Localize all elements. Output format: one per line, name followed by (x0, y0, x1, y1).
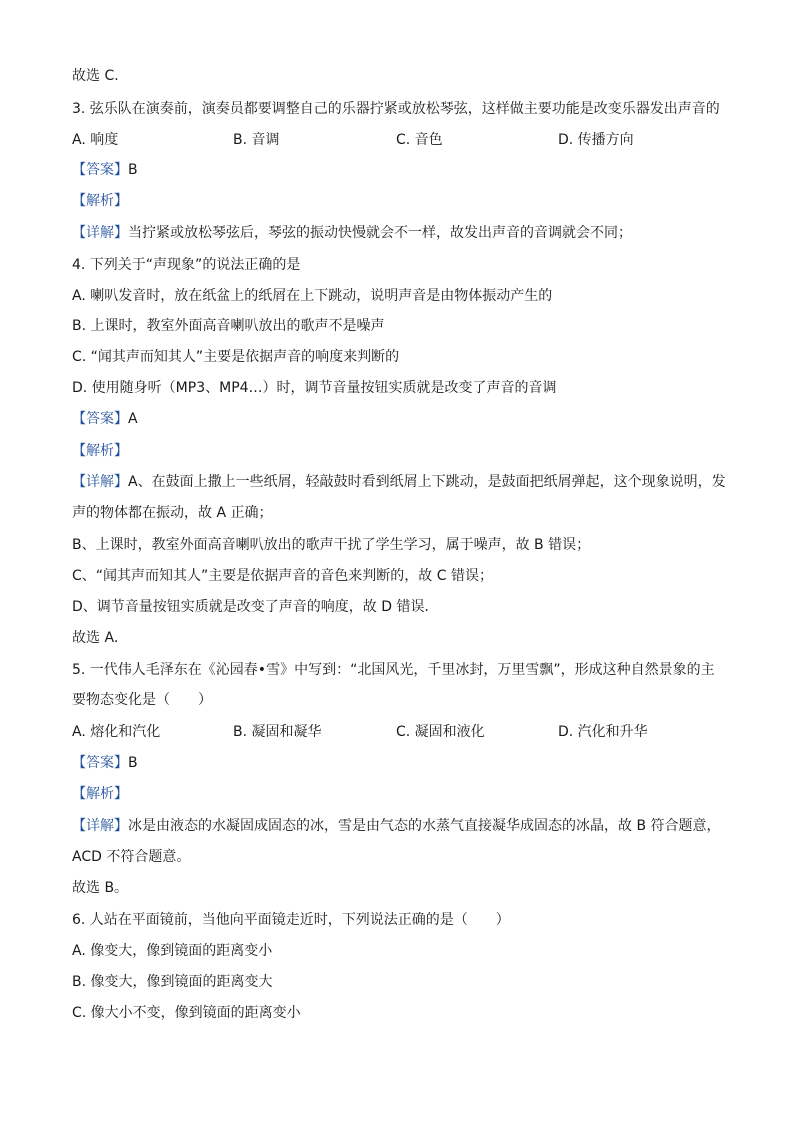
text-line: 声的物体都在振动，故 A 正确； (72, 505, 273, 521)
option-c: C. 像大小不变，像到镜面的距离变小 (72, 1005, 301, 1021)
detail-tag: 【详解】 (72, 225, 128, 241)
option-d: D. 汽化和升华 (558, 724, 648, 740)
answer-tag: 【答案】 (72, 411, 128, 427)
question-5-stem-cont: 要物态变化是（ ） (72, 692, 212, 708)
option-b: B. 凝固和凝华 (233, 724, 322, 740)
option-a: A. 喇叭发音时，放在纸盆上的纸屑在上下跳动，说明声音是由物体振动产生的 (72, 288, 553, 304)
answer-value: B (128, 755, 138, 771)
detail-tag: 【详解】 (72, 474, 128, 490)
analysis-line (72, 191, 128, 211)
detail-line (72, 816, 721, 836)
answer-line (72, 409, 138, 429)
option-c: C. 音色 (396, 132, 443, 148)
option-d: D. 使用随身听（MP3、MP4…）时，调节音量按钮实质就是改变了声音的音调 (72, 380, 557, 396)
answer-value: B (128, 162, 138, 178)
text-line: B、上课时，教室外面高音喇叭放出的歌声干扰了学生学习，属于噪声，故 B 错误； (72, 537, 591, 553)
option-c: C. “闻其声而知其人”主要是依据声音的响度来判断的 (72, 349, 400, 365)
answer-line (72, 753, 138, 773)
option-b: B. 像变大，像到镜面的距离变大 (72, 974, 273, 990)
detail-text: A、在鼓面上撒上一些纸屑，轻敲鼓时看到纸屑上下跳动，是鼓面把纸屑弹起，这个现象说明，发 (128, 474, 726, 490)
detail-tag: 【详解】 (72, 818, 128, 834)
analysis-tag: 【解析】 (72, 786, 128, 802)
detail-line (72, 472, 726, 492)
text-line: 故选 A． (72, 630, 129, 646)
answer-line (72, 160, 138, 180)
answer-value: A (128, 411, 138, 427)
text-line: ACD 不符合题意。 (72, 849, 191, 865)
answer-tag: 【答案】 (72, 162, 128, 178)
question-3-stem: 3. 弦乐队在演奏前，演奏员都要调整自己的乐器拧紧或放松琴弦，这样做主要功能是改变乐器发出声音的 (72, 101, 720, 117)
question-4-stem: 4. 下列关于“声现象”的说法正确的是 (72, 257, 301, 273)
option-d: D. 传播方向 (558, 132, 634, 148)
question-5-stem: 5. 一代伟人毛泽东在《沁园春•雪》中写到：“北国风光，千里冰封，万里雪飘”，形成这种自然景象的主 (72, 662, 715, 678)
text-line: 故选 B。 (72, 880, 129, 896)
detail-text: 当拧紧或放松琴弦后，琴弦的振动快慢就会不一样，故发出声音的音调就会不同； (128, 225, 632, 241)
option-a: A. 熔化和汽化 (72, 724, 161, 740)
option-b: B. 上课时，教室外面高音喇叭放出的歌声不是噪声 (72, 318, 385, 334)
option-a: A. 响度 (72, 132, 119, 148)
analysis-tag: 【解析】 (72, 443, 128, 459)
analysis-tag: 【解析】 (72, 193, 128, 209)
analysis-line (72, 441, 128, 461)
option-a: A. 像变大，像到镜面的距离变小 (72, 943, 273, 959)
answer-tag: 【答案】 (72, 755, 128, 771)
detail-line (72, 223, 632, 243)
detail-text: 冰是由液态的水凝固成固态的冰，雪是由气态的水蒸气直接凝华成固态的冰晶，故 B 符合题意， (128, 818, 721, 834)
text-line: C、“闻其声而知其人”主要是依据声音的音色来判断的，故 C 错误； (72, 568, 493, 584)
text-line: D、调节音量按钮实质就是改变了声音的响度，故 D 错误． (72, 599, 439, 615)
question-6-stem: 6. 人站在平面镜前，当他向平面镜走近时，下列说法正确的是（ ） (72, 912, 510, 928)
option-c: C. 凝固和液化 (396, 724, 485, 740)
analysis-line (72, 784, 128, 804)
option-b: B. 音调 (233, 132, 280, 148)
text-line: 故选 C. (72, 68, 119, 84)
